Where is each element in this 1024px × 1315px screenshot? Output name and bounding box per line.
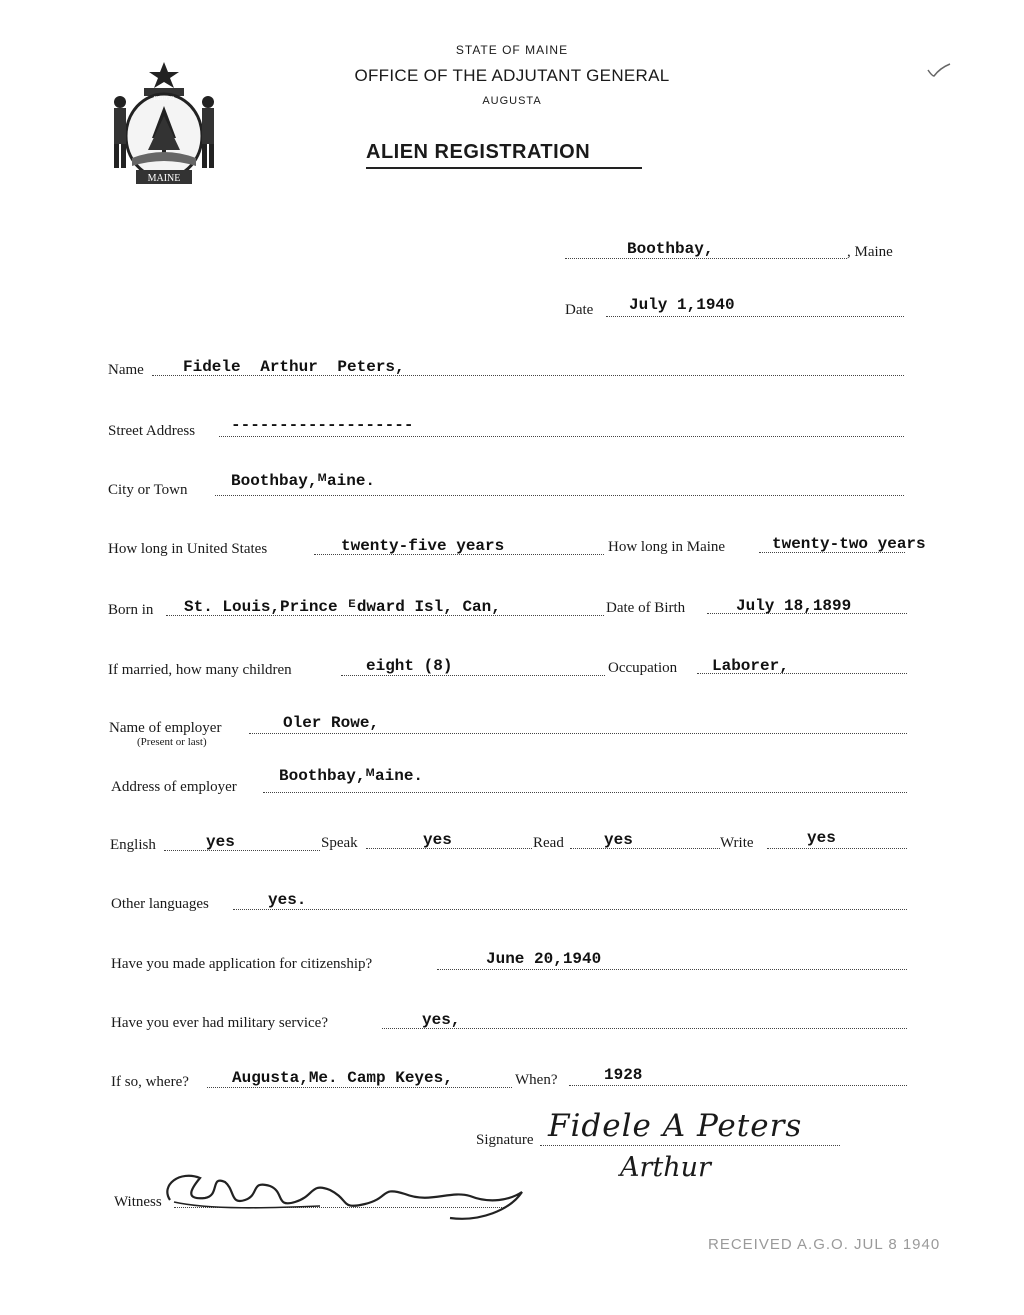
witness-label: Witness — [114, 1194, 162, 1210]
us-duration-label: How long in United States — [108, 541, 268, 557]
read-label: Read — [533, 835, 564, 851]
children-line — [341, 675, 605, 676]
birthplace-value: St. Louis,Prince ᴱdward Isl, Can, — [184, 598, 501, 616]
maine-duration-label: How long in Maine — [608, 539, 726, 555]
city-label: City or Town — [108, 482, 188, 498]
seal-motto-text: DIRIGO — [153, 96, 175, 102]
employer-address-label: Address of employer — [111, 779, 237, 795]
signature-extra: Arthur — [620, 1152, 711, 1183]
signature-value: Fidele A Peters — [548, 1108, 803, 1144]
citizenship-line — [437, 969, 907, 970]
city-heading: AUGUSTA — [482, 95, 542, 107]
write-label: Write — [720, 835, 754, 851]
speak-value: yes — [423, 831, 452, 849]
place-value: Boothbay, — [627, 240, 714, 258]
where-label: If so, where? — [111, 1074, 189, 1090]
city-line — [215, 495, 904, 496]
write-line — [767, 848, 907, 849]
state-heading: STATE OF MAINE — [455, 43, 569, 57]
employer-label: Name of employer — [109, 720, 222, 736]
children-value: eight (8) — [366, 657, 453, 675]
office-heading: OFFICE OF THE ADJUTANT GENERAL — [354, 66, 670, 85]
witness-signature-scribble — [150, 1160, 540, 1230]
street-label: Street Address — [108, 423, 196, 439]
name-label: Name — [108, 362, 144, 378]
citizenship-label: Have you made application for citizenship? — [111, 956, 373, 972]
citizenship-value: June 20,1940 — [486, 950, 602, 968]
where-value: Augusta,Me. Camp Keyes, — [232, 1069, 453, 1087]
date-line — [606, 316, 904, 317]
english-value: yes — [206, 833, 235, 851]
write-value: yes — [807, 829, 836, 847]
city-value: Boothbay,ᴹaine. — [231, 472, 376, 490]
check-mark-icon — [926, 62, 952, 80]
us-duration-value: twenty-five years — [341, 537, 505, 555]
received-stamp: RECEIVED A.G.O. JUL 8 1940 — [708, 1236, 941, 1253]
employer-address-value: Boothbay,ᴹaine. — [279, 767, 424, 785]
english-line — [164, 850, 320, 851]
occupation-value: Laborer, — [712, 657, 789, 675]
signature-line — [540, 1145, 840, 1146]
dob-label: Date of Birth — [606, 600, 686, 616]
military-value: yes, — [422, 1011, 461, 1029]
employer-address-line — [263, 792, 907, 793]
place-suffix: , Maine — [847, 244, 893, 260]
military-label: Have you ever had military service? — [111, 1015, 328, 1031]
form-title: ALIEN REGISTRATION — [366, 141, 591, 163]
employer-line — [249, 733, 907, 734]
place-line — [565, 258, 847, 259]
other-languages-line — [233, 909, 907, 910]
speak-label: Speak — [321, 835, 358, 851]
date-value: July 1,1940 — [629, 296, 735, 314]
date-label: Date — [565, 302, 594, 318]
seal-name-text: MAINE — [147, 173, 181, 184]
where-line — [207, 1087, 512, 1088]
dob-value: July 18,1899 — [736, 597, 852, 615]
read-line — [570, 848, 720, 849]
when-line — [569, 1085, 907, 1086]
other-languages-value: yes. — [268, 891, 307, 909]
read-value: yes — [604, 831, 633, 849]
street-line — [219, 436, 904, 437]
when-value: 1928 — [604, 1066, 643, 1084]
street-value: ------------------- — [231, 416, 414, 434]
other-languages-label: Other languages — [111, 896, 209, 912]
military-line — [382, 1028, 907, 1029]
children-label: If married, how many children — [108, 662, 292, 678]
occupation-label: Occupation — [608, 660, 678, 676]
employer-sublabel: (Present or last) — [137, 736, 207, 748]
when-label: When? — [515, 1072, 558, 1088]
title-underline — [366, 167, 642, 169]
birthplace-label: Born in — [108, 602, 154, 618]
signature-label-text: Signature — [476, 1132, 534, 1148]
name-value: Fidele Arthur Peters, — [183, 358, 405, 376]
employer-value: Oler Rowe, — [283, 714, 380, 732]
maine-duration-value: twenty-two years — [772, 535, 926, 553]
english-label: English — [110, 837, 156, 853]
